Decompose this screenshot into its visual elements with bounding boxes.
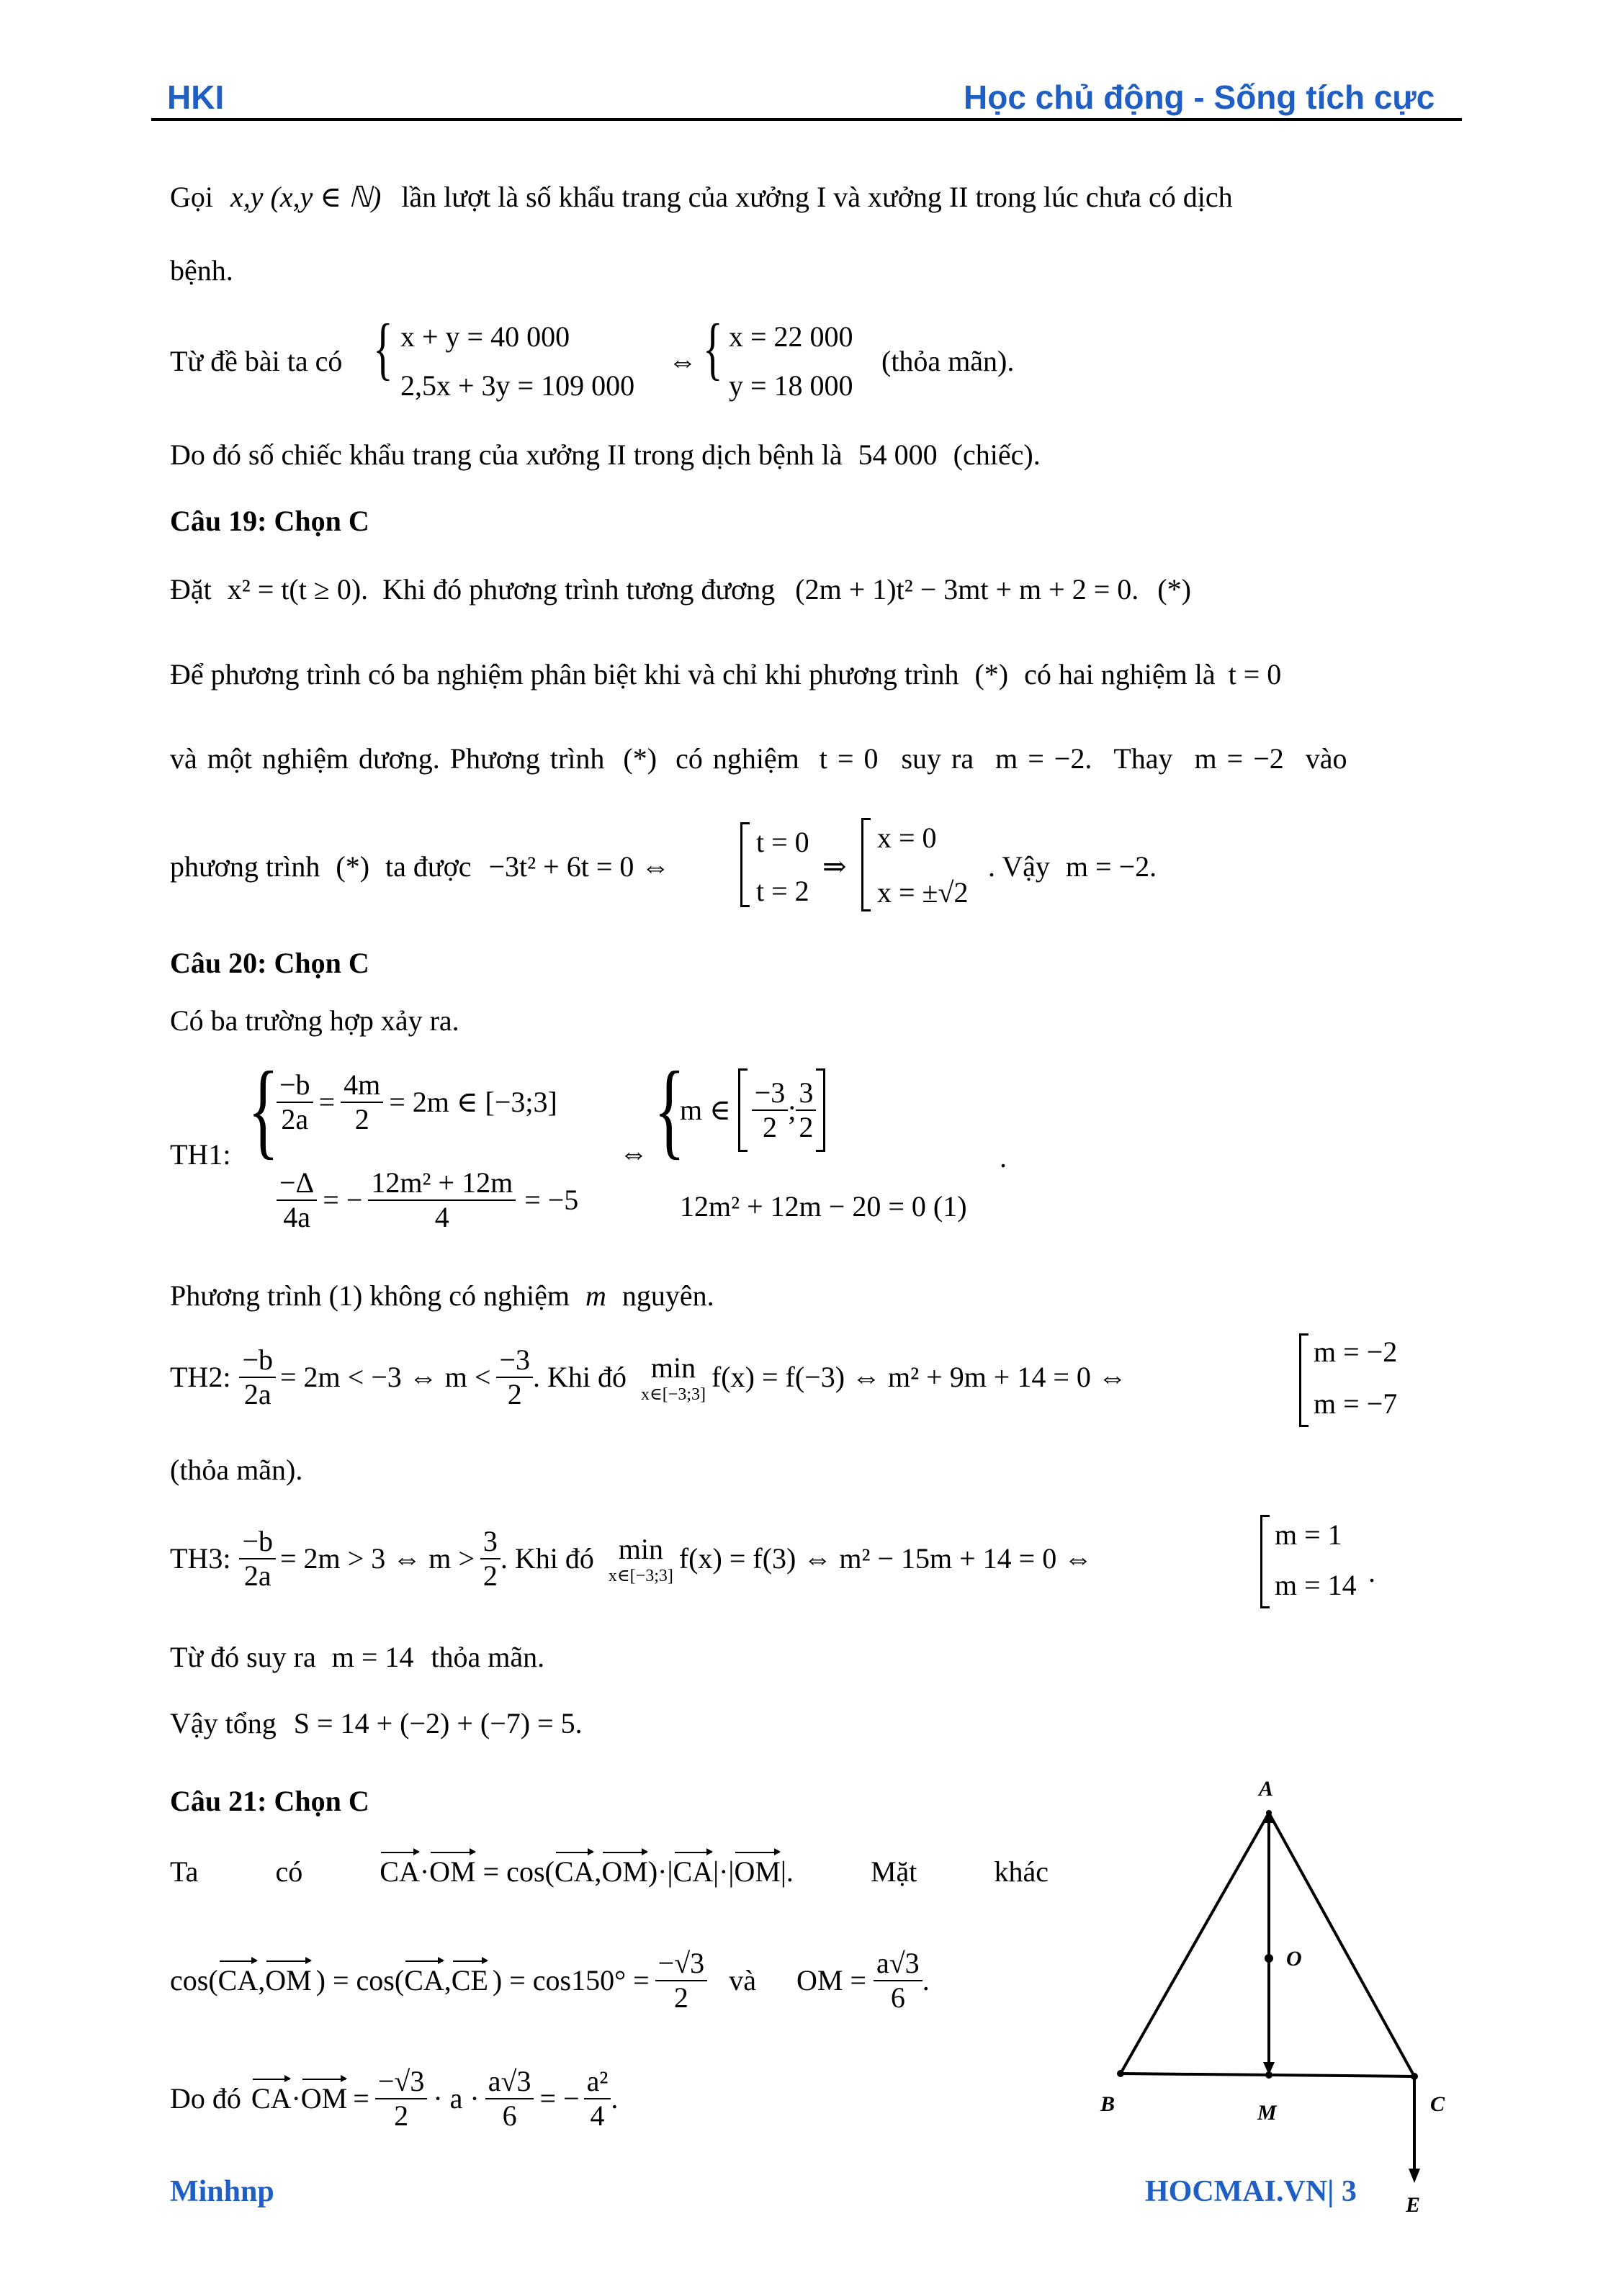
math-span: |·|	[713, 1855, 735, 1888]
bracket-icon	[861, 818, 871, 911]
th2-line	[170, 1343, 1127, 1411]
label-m: M	[1257, 2101, 1277, 2125]
label-a: A	[1259, 1777, 1274, 1801]
math-span: m = 14	[331, 1641, 414, 1673]
vector-label: OM	[265, 1964, 312, 1996]
math-span: = −	[539, 2082, 580, 2115]
q21-line-1	[170, 1855, 1049, 1889]
numerator: 3	[480, 1525, 500, 1559]
system-tail: (thỏa mãn).	[881, 345, 1015, 377]
fraction	[752, 1076, 789, 1144]
math-span: m = −2	[1194, 742, 1284, 775]
text-span: có hai nghiệm là	[1024, 658, 1216, 690]
denominator: 2	[354, 1103, 369, 1135]
text-span: và	[729, 1964, 756, 1996]
math-span: f(x) = f(3) ⇔ m² − 15m + 14 = 0 ⇔	[678, 1542, 1093, 1575]
label-o: O	[1286, 1947, 1302, 1971]
fraction	[277, 1068, 313, 1136]
intro-line-2: bệnh.	[170, 254, 233, 287]
left-brace-icon: {	[373, 310, 393, 387]
text-span: Do đó số chiếc khẩu trang của xưởng II trong dịch bệnh là	[170, 438, 843, 471]
text-span: ta được	[385, 850, 472, 883]
point-a	[1266, 1810, 1272, 1816]
denominator: 4	[434, 1201, 449, 1233]
numerator: −3	[752, 1076, 789, 1111]
th3-root-1: m = 1	[1275, 1518, 1342, 1551]
q19-line-2	[170, 657, 1281, 692]
th2-ok: (thỏa mãn).	[170, 1454, 303, 1486]
q21-line-3	[170, 2065, 618, 2133]
vector-label: CA	[251, 2082, 292, 2115]
numerator: −b	[239, 1343, 276, 1378]
text-span: Mặt	[870, 1855, 917, 1888]
text-span: Do đó	[170, 2082, 241, 2115]
fraction	[375, 2065, 428, 2133]
math-span: |.	[780, 1855, 794, 1888]
th1-dot: .	[1000, 1141, 1007, 1174]
bracket-icon	[740, 822, 750, 907]
numerator: a²	[584, 2065, 611, 2099]
vector-label: OM	[734, 1855, 781, 1888]
fraction	[874, 1947, 923, 2014]
th2-label: TH2:	[170, 1361, 231, 1393]
denominator: 2	[394, 2099, 409, 2132]
min-operator	[609, 1532, 673, 1585]
q19-line-4-tail	[988, 850, 1157, 884]
min-label: min	[618, 1533, 663, 1565]
numerator: a√3	[485, 2065, 534, 2099]
math-span: ·	[291, 2082, 301, 2115]
left-brace-icon: {	[248, 1050, 279, 1169]
q19-line-1	[170, 572, 1191, 607]
fraction	[796, 1076, 816, 1144]
left-brace-icon: {	[654, 1050, 686, 1169]
text-span: (chiếc).	[953, 438, 1041, 471]
fraction	[480, 1525, 500, 1593]
text-span: lần lượt là số khẩu trang của xưởng I và xưởng II trong lúc chưa có dịch	[401, 181, 1233, 213]
math-span: ,	[594, 1855, 602, 1888]
q20-line-3	[170, 1640, 544, 1675]
math-span: 54 000	[858, 438, 938, 471]
numerator: a√3	[874, 1947, 923, 1981]
label-b: B	[1100, 2092, 1116, 2116]
math-span: ) = cos(	[315, 1964, 405, 1996]
math-span: OM =	[796, 1964, 866, 1996]
text-span: nguyên.	[621, 1279, 714, 1312]
text-span: Thay	[1113, 742, 1173, 775]
q19-line-3	[170, 742, 1347, 776]
math-span: = −	[323, 1184, 363, 1216]
q19-case-t2: t = 2	[756, 875, 809, 907]
math-span: x² = t(t ≥ 0).	[227, 573, 369, 605]
text-span: . Khi đó	[533, 1361, 627, 1393]
vector-label: CA	[554, 1855, 595, 1888]
q19-line-4-lead	[170, 850, 670, 884]
text-span: Ta	[170, 1855, 199, 1888]
left-brace-icon: {	[703, 310, 723, 387]
math-span: (*)	[1157, 573, 1191, 605]
point-o	[1265, 1954, 1273, 1963]
min-label: min	[650, 1351, 696, 1384]
point-m	[1265, 2071, 1272, 2079]
header-rule	[151, 118, 1462, 121]
fraction	[341, 1068, 383, 1136]
fraction	[368, 1166, 516, 1234]
text-span: . Vậy	[988, 850, 1050, 883]
denominator: 4a	[283, 1201, 311, 1233]
numerator: −Δ	[277, 1166, 317, 1201]
denominator: 2a	[243, 1378, 271, 1410]
q19-case-t0: t = 0	[756, 826, 809, 858]
math-span: S = 14 + (−2) + (−7) = 5.	[293, 1707, 583, 1739]
denominator: 6	[502, 2099, 517, 2132]
math-span: x,y	[230, 181, 264, 213]
text-span: Gọi	[170, 181, 213, 213]
th2-root-1: m = −2	[1314, 1336, 1398, 1368]
system-b-row-2: y = 18 000	[729, 369, 853, 402]
th3-root-2: m = 14	[1275, 1569, 1357, 1601]
math-span: =	[353, 2082, 369, 2115]
vector-label: OM	[300, 2082, 348, 2115]
vector-label: OM	[429, 1855, 476, 1888]
math-span: f(x) = f(−3) ⇔ m² + 9m + 14 = 0 ⇔	[711, 1361, 1127, 1393]
denominator: 2	[482, 1559, 498, 1592]
math-span: ,	[444, 1964, 452, 1996]
footer-left: Minhnp	[170, 2175, 274, 2208]
math-span: .	[611, 2082, 619, 2115]
text-span: Từ đó suy ra	[170, 1641, 316, 1673]
conclusion-line	[170, 438, 1041, 472]
implies-symbol: ⇒	[822, 850, 847, 883]
numerator: −3	[496, 1343, 533, 1378]
math-span: m	[585, 1279, 606, 1312]
segment-ab	[1121, 1813, 1269, 2074]
bracket-icon	[1299, 1333, 1308, 1427]
math-span: (*)	[336, 850, 370, 883]
min-operator	[641, 1351, 706, 1404]
vector-label: CA	[217, 1964, 259, 1996]
math-span: = −5	[524, 1184, 579, 1216]
min-subscript: x∈[−3;3]	[608, 1567, 673, 1585]
q21-line-2	[170, 1947, 930, 2014]
th3-dot: .	[1368, 1556, 1375, 1588]
segment-ac	[1269, 1813, 1414, 2076]
vector-label: CE	[451, 1964, 488, 1996]
text-span: khác	[994, 1855, 1049, 1888]
math-span: m ∈	[680, 1094, 731, 1126]
th1-row-1: $\frac{-b}{2a}$ = $\frac{4m}{2}$ = 2m ∈ [−3;3]	[277, 1068, 557, 1136]
numerator: 4m	[341, 1068, 383, 1103]
denominator: 2a	[281, 1103, 309, 1135]
system-b-row-1: x = 22 000	[729, 320, 853, 353]
intro-line-1	[170, 180, 1233, 215]
q20-line-1: Có ba trường hợp xảy ra.	[170, 1004, 459, 1037]
fraction	[485, 2065, 534, 2133]
text-span: phương trình	[170, 850, 320, 883]
fraction	[239, 1343, 276, 1411]
math-span: .	[922, 1964, 930, 1996]
math-span: = 2m < −3 ⇔ m <	[280, 1361, 491, 1393]
text-span: Đặt	[170, 573, 212, 605]
fraction	[239, 1525, 276, 1593]
min-subscript: x∈[−3;3]	[641, 1385, 706, 1404]
fraction	[496, 1343, 533, 1411]
equivalence-symbol: ⇔	[668, 345, 697, 377]
denominator: 6	[890, 1981, 905, 2014]
denominator: 2	[673, 1981, 688, 2014]
math-span: )·|	[647, 1855, 673, 1888]
q19-case-xsqrt2: x = ±√2	[877, 876, 969, 909]
math-span: m = −2.	[995, 742, 1092, 775]
math-span: ) = cos150° =	[492, 1964, 650, 1996]
math-span: m = −2.	[1065, 850, 1157, 883]
math-span: cos(	[170, 1964, 218, 1996]
text-span: Vậy tổng	[170, 1707, 277, 1739]
numerator: 3	[796, 1076, 816, 1111]
math-span: (*)	[974, 658, 1009, 690]
q19-case-x0: x = 0	[877, 821, 937, 854]
header-right: Học chủ động - Sống tích cực	[964, 78, 1435, 116]
denominator: 2	[763, 1111, 778, 1143]
math-span: (x,y ∈ ℕ)	[270, 181, 382, 213]
numerator: −b	[277, 1068, 313, 1103]
label-e: E	[1406, 2193, 1421, 2217]
text-span: suy ra	[901, 742, 974, 775]
numerator: −√3	[375, 2065, 428, 2099]
fraction	[655, 1947, 708, 2014]
math-span: = 2m > 3 ⇔ m >	[280, 1542, 475, 1575]
th2-root-2: m = −7	[1314, 1387, 1398, 1420]
q20-line-2	[170, 1279, 714, 1313]
math-span: = 2m ∈ [−3;3]	[389, 1086, 557, 1118]
math-span: t = 0	[819, 742, 879, 775]
question-20-title: Câu 20: Chọn C	[170, 947, 369, 979]
math-span: t = 0	[1228, 658, 1282, 690]
system-a-row-2: 2,5x + 3y = 109 000	[400, 369, 635, 402]
text-span: Để phương trình có ba nghiệm phân biệt khi và chỉ khi phương trình	[170, 658, 959, 690]
denominator: 2	[799, 1111, 814, 1143]
vector-label: CA	[380, 1855, 420, 1888]
vector-label: CA	[404, 1964, 444, 1996]
math-span: ,	[258, 1964, 266, 1996]
text-span: vào	[1305, 742, 1347, 775]
header-left: HKI	[167, 78, 225, 116]
vector-label: OM	[601, 1855, 648, 1888]
fraction	[277, 1166, 317, 1234]
q20-line-4	[170, 1706, 583, 1741]
text-span: có nghiệm	[675, 742, 799, 775]
th3-label: TH3:	[170, 1542, 231, 1575]
triangle-figure	[1080, 1771, 1483, 2218]
label-c: C	[1430, 2092, 1445, 2116]
math-span: (*)	[623, 742, 657, 775]
bracket-icon	[816, 1068, 825, 1152]
math-span: −3t² + 6t = 0 ⇔	[488, 850, 670, 883]
text-span: thỏa mãn.	[431, 1641, 545, 1673]
text-span: và một nghiệm dương. Phương trình	[170, 742, 605, 775]
bracket-icon	[1260, 1515, 1270, 1608]
numerator: 12m² + 12m	[368, 1166, 516, 1201]
text-span: Khi đó phương trình tương đương	[382, 573, 776, 605]
footer-right: HOCMAI.VN| 3	[1145, 2175, 1357, 2208]
math-span: · a ·	[433, 2082, 480, 2115]
arrowhead-icon	[1409, 2169, 1420, 2183]
denominator: 4	[590, 2099, 605, 2132]
th1-solution-row-2: 12m² + 12m − 20 = 0 (1)	[680, 1190, 967, 1223]
th1-solution-row-1: m ∈ $\frac{-3}{2}$ ; $\frac{3}{2}$	[680, 1068, 825, 1152]
math-span: ·	[419, 1855, 430, 1888]
numerator: −√3	[655, 1947, 708, 1981]
th1-label: TH1:	[170, 1138, 231, 1171]
math-span: (2m + 1)t² − 3mt + m + 2 = 0.	[795, 573, 1139, 605]
th3-line	[170, 1525, 1092, 1593]
bracket-icon	[738, 1068, 748, 1152]
system-a-row-1: x + y = 40 000	[400, 320, 570, 353]
point-c	[1411, 2073, 1418, 2080]
equivalence-symbol: ⇔	[619, 1137, 648, 1169]
numerator: −b	[239, 1525, 276, 1559]
denominator: 2a	[243, 1559, 271, 1592]
point-b	[1117, 2070, 1124, 2077]
math-span: = cos(	[482, 1855, 555, 1888]
question-19-title: Câu 19: Chọn C	[170, 505, 369, 537]
fraction	[584, 2065, 611, 2133]
system-lead: Từ đề bài ta có	[170, 345, 343, 377]
denominator: 2	[507, 1378, 522, 1410]
dot-product-expression	[380, 1855, 794, 1889]
question-21-title: Câu 21: Chọn C	[170, 1785, 369, 1817]
vector-label: CA	[673, 1855, 714, 1888]
text-span: có	[275, 1855, 303, 1888]
text-span: . Khi đó	[500, 1542, 594, 1575]
th1-row-2	[277, 1166, 578, 1234]
text-span: Phương trình (1) không có nghiệm	[170, 1279, 570, 1312]
